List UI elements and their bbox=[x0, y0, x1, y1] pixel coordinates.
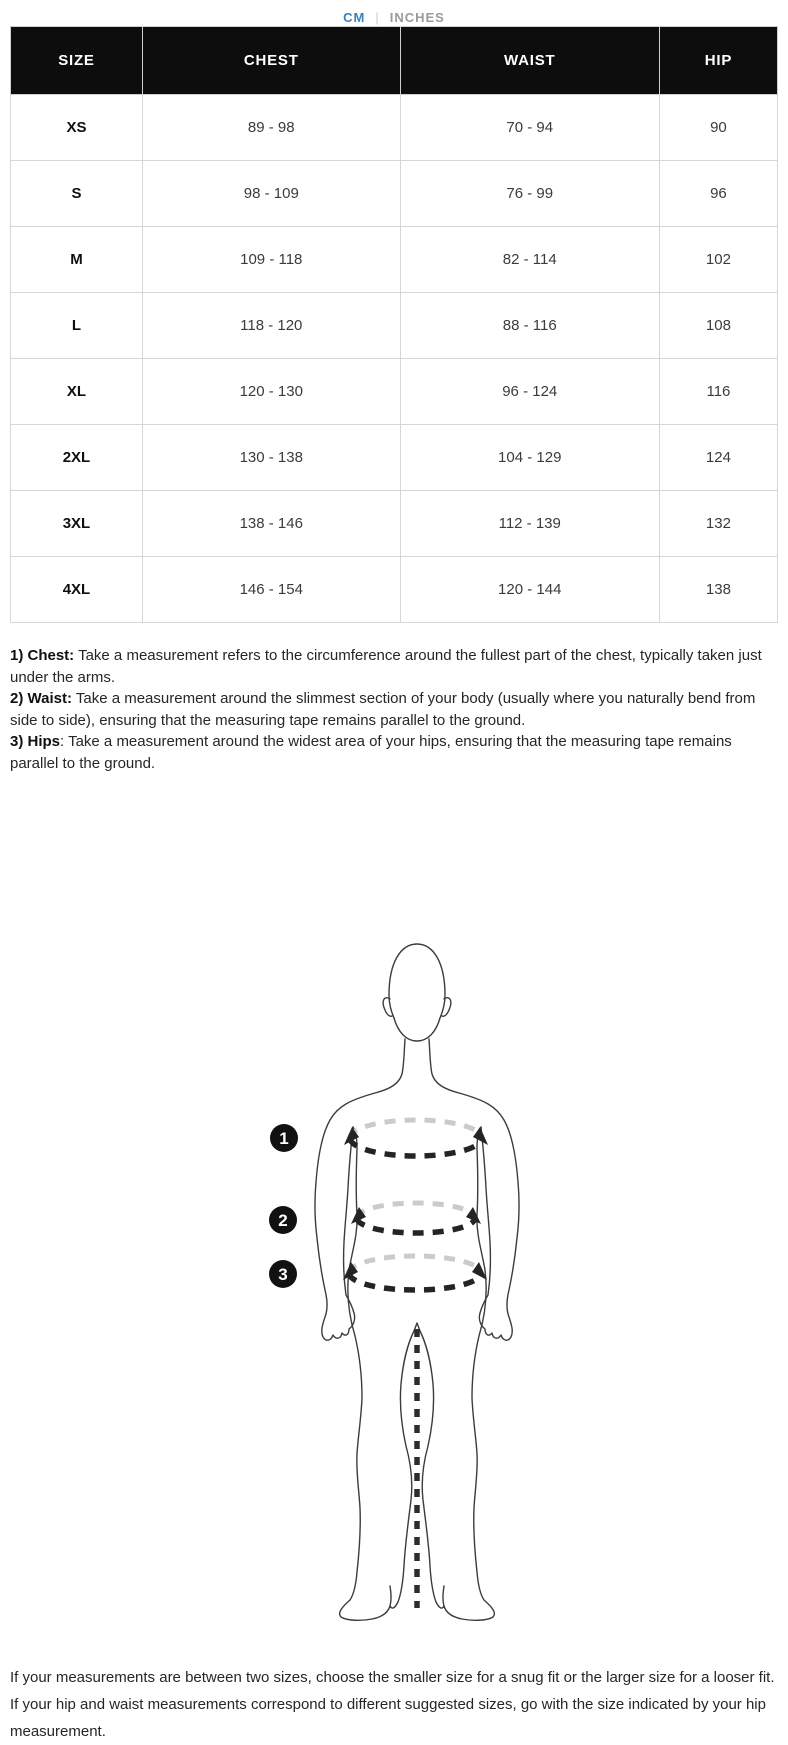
cell-waist: 112 - 139 bbox=[400, 491, 659, 557]
size-chart-container bbox=[0, 26, 788, 623]
instruction-text: Take a measurement around the slimmest section of your body (usually where you naturally bend from side to side), ensuring that the measuring tape remains parallel to the ground. bbox=[10, 690, 756, 729]
cell-size: 4XL bbox=[11, 557, 143, 623]
cell-size: XL bbox=[11, 359, 143, 425]
column-header-waist: WAIST bbox=[400, 27, 659, 95]
cell-hip: 124 bbox=[659, 425, 777, 491]
cell-waist: 96 - 124 bbox=[400, 359, 659, 425]
instruction-label: 3) Hips bbox=[10, 733, 61, 751]
cell-size: L bbox=[11, 293, 143, 359]
cell-size: XS bbox=[11, 95, 143, 161]
cell-hip: 116 bbox=[659, 359, 777, 425]
table-row bbox=[11, 491, 778, 557]
fit-advice-text: If your measurements are between two sizes, choose the smaller size for a snug fit or the larger size for a looser fit. If your hip and waist measurements correspond to different suggested sizes, go with the size indicated by your hip measurement. bbox=[10, 1668, 775, 1740]
waist-marker-number: 2 bbox=[278, 1210, 288, 1230]
cell-chest: 89 - 98 bbox=[142, 95, 400, 161]
measurement-instructions bbox=[0, 623, 788, 775]
instruction-label: 1) Chest: bbox=[10, 647, 75, 664]
cell-waist: 76 - 99 bbox=[400, 161, 659, 227]
cell-chest: 138 - 146 bbox=[142, 491, 400, 557]
cell-waist: 88 - 116 bbox=[400, 293, 659, 359]
chest-marker-badge bbox=[270, 1124, 298, 1152]
measurement-instruction-chest bbox=[10, 645, 778, 688]
fit-advice-section bbox=[0, 1632, 788, 1745]
unit-separator: | bbox=[375, 10, 380, 25]
unit-inches-button[interactable]: INCHES bbox=[389, 10, 445, 25]
measurement-instruction-hips bbox=[10, 731, 778, 774]
chest-marker-number: 1 bbox=[279, 1128, 289, 1148]
cell-size: S bbox=[11, 161, 143, 227]
hip-tape-ellipse bbox=[343, 1256, 487, 1290]
table-row bbox=[11, 161, 778, 227]
cell-size: 2XL bbox=[11, 425, 143, 491]
unit-toggle bbox=[0, 0, 788, 26]
cell-hip: 138 bbox=[659, 557, 777, 623]
table-row bbox=[11, 227, 778, 293]
body-figure-svg bbox=[0, 832, 788, 1632]
chest-tape-ellipse bbox=[344, 1120, 488, 1156]
instruction-text: : Take a measurement around the widest area of your hips, ensuring that the measuring tape remains parallel to the ground. bbox=[10, 733, 732, 772]
cell-waist: 120 - 144 bbox=[400, 557, 659, 623]
column-header-size: SIZE bbox=[11, 27, 143, 95]
table-row bbox=[11, 557, 778, 623]
cell-chest: 130 - 138 bbox=[142, 425, 400, 491]
size-chart-table bbox=[10, 26, 778, 623]
cell-chest: 120 - 130 bbox=[142, 359, 400, 425]
column-header-hip: HIP bbox=[659, 27, 777, 95]
table-row bbox=[11, 359, 778, 425]
cell-waist: 70 - 94 bbox=[400, 95, 659, 161]
column-header-chest: CHEST bbox=[142, 27, 400, 95]
cell-waist: 82 - 114 bbox=[400, 227, 659, 293]
waist-marker-badge bbox=[269, 1206, 297, 1234]
cell-chest: 118 - 120 bbox=[142, 293, 400, 359]
cell-hip: 108 bbox=[659, 293, 777, 359]
cell-chest: 146 - 154 bbox=[142, 557, 400, 623]
table-row bbox=[11, 95, 778, 161]
instruction-label: 2) Waist: bbox=[10, 690, 72, 708]
cell-chest: 109 - 118 bbox=[142, 227, 400, 293]
cell-hip: 96 bbox=[659, 161, 777, 227]
cell-hip: 90 bbox=[659, 95, 777, 161]
body-outline bbox=[315, 944, 519, 1620]
waist-tape-ellipse bbox=[351, 1203, 481, 1233]
hips-marker-number: 3 bbox=[278, 1264, 288, 1284]
instruction-text: Take a measurement refers to the circumference around the fullest part of the chest, typically taken just under the arms. bbox=[10, 647, 762, 686]
table-header-row bbox=[11, 27, 778, 95]
measurement-instruction-waist bbox=[10, 688, 778, 731]
table-row bbox=[11, 293, 778, 359]
hips-marker-badge bbox=[269, 1260, 297, 1288]
cell-size: 3XL bbox=[11, 491, 143, 557]
unit-cm-button[interactable]: CM bbox=[343, 10, 366, 25]
cell-size: M bbox=[11, 227, 143, 293]
cell-waist: 104 - 129 bbox=[400, 425, 659, 491]
body-measurement-diagram bbox=[0, 832, 788, 1632]
cell-hip: 132 bbox=[659, 491, 777, 557]
cell-chest: 98 - 109 bbox=[142, 161, 400, 227]
cell-hip: 102 bbox=[659, 227, 777, 293]
table-row bbox=[11, 425, 778, 491]
